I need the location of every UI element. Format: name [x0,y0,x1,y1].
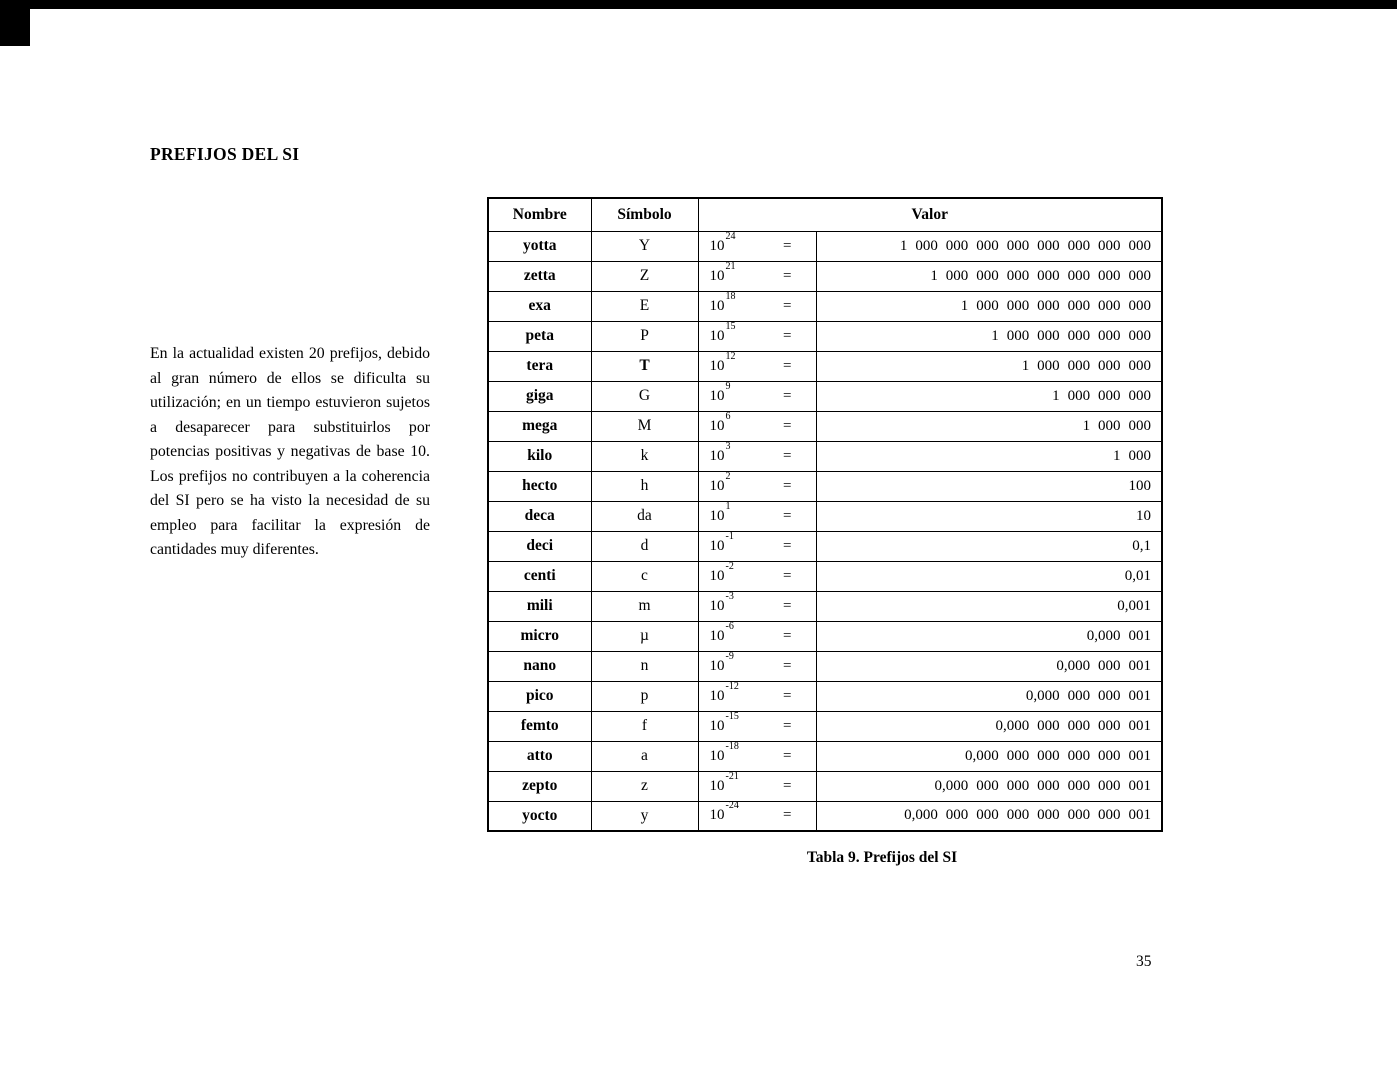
exponent: 1 [725,501,731,512]
header-valor: Valor [698,198,1162,231]
prefix-name: yotta [488,231,591,261]
prefix-symbol: p [591,681,698,711]
power-of-ten: $10^{-3}$ [709,591,734,614]
prefix-value: 0,1 [816,531,1162,561]
prefix-power-cell [698,531,816,561]
prefix-symbol: µ [591,621,698,651]
equals-sign: = [783,387,792,404]
prefix-name: mega [488,411,591,441]
prefix-power-cell [698,231,816,261]
prefix-power-cell [698,681,816,711]
exponent: 21 [725,261,736,272]
exponent: 6 [725,411,731,422]
power-of-ten: $10^{12}$ [709,351,736,374]
prefix-symbol: d [591,531,698,561]
power-wrapper [699,441,816,465]
prefix-name: nano [488,651,591,681]
power-of-ten: $10^6$ [709,411,731,434]
power-of-ten: $10^2$ [709,471,731,494]
page-number: 35 [1136,953,1152,970]
prefix-value: 1 000 000 [816,411,1162,441]
power-wrapper [699,261,816,285]
prefix-table-body [488,231,1162,831]
scan-artifact-left-corner [0,0,30,46]
power-of-ten: $10^1$ [709,501,731,524]
exponent: -15 [725,711,739,722]
prefix-power-cell [698,441,816,471]
power-of-ten: $10^{-6}$ [709,621,734,644]
power-wrapper [699,681,816,705]
power-of-ten: $10^{-12}$ [709,681,739,704]
power-of-ten: $10^{18}$ [709,291,736,314]
prefix-power-cell [698,591,816,621]
power-of-ten: $10^{15}$ [709,321,736,344]
prefix-symbol: k [591,441,698,471]
prefix-value: 10 [816,501,1162,531]
equals-sign: = [783,297,792,314]
prefix-symbol: da [591,501,698,531]
power-of-ten: $10^{-9}$ [709,651,734,674]
exponent: 18 [725,291,736,302]
equals-sign: = [783,447,792,464]
table-caption: Tabla 9. Prefijos del SI [806,849,958,866]
prefix-symbol: z [591,771,698,801]
equals-sign: = [783,777,792,794]
prefix-value: 0,001 [816,591,1162,621]
table-header-row [488,198,1162,231]
power-wrapper [699,591,816,615]
exponent: -3 [725,591,734,602]
power-of-ten: $10^{-24}$ [709,801,739,824]
prefix-power-cell [698,741,816,771]
prefix-name: yocto [488,801,591,831]
prefix-name: zetta [488,261,591,291]
header-simbolo: Símbolo [591,198,698,231]
power-of-ten: $10^9$ [709,381,731,404]
equals-sign: = [783,687,792,704]
power-of-ten: $10^{24}$ [709,231,736,254]
power-wrapper [699,351,816,375]
exponent: -9 [725,651,734,662]
prefix-name: kilo [488,441,591,471]
power-wrapper [699,291,816,315]
prefix-value: 0,000 000 000 000 000 001 [816,741,1162,771]
power-of-ten: $10^{-18}$ [709,741,739,764]
power-wrapper [699,531,816,555]
prefix-power-cell [698,351,816,381]
power-wrapper [699,231,816,255]
exponent: -6 [725,621,734,632]
prefix-name: hecto [488,471,591,501]
power-wrapper [699,381,816,405]
prefix-power-cell [698,651,816,681]
prefix-power-cell [698,261,816,291]
prefix-power-cell [698,381,816,411]
prefix-power-cell [698,621,816,651]
prefix-power-cell [698,291,816,321]
si-prefix-table [487,197,1163,832]
prefix-name: zepto [488,771,591,801]
power-of-ten: $10^3$ [709,441,731,464]
exponent: 2 [725,471,731,482]
prefix-value: 0,000 001 [816,621,1162,651]
prefix-symbol: h [591,471,698,501]
prefix-symbol: f [591,711,698,741]
prefix-symbol: m [591,591,698,621]
prefix-power-cell [698,561,816,591]
prefix-value: 1 000 000 000 000 000 000 000 [816,261,1162,291]
equals-sign: = [783,327,792,344]
power-wrapper [699,321,816,345]
power-of-ten: $10^{-1}$ [709,531,734,554]
power-wrapper [699,471,816,495]
intro-paragraph: En la actualidad existen 20 prefijos, debido al gran número de ellos se dificulta su utilización; en un tiempo estuvieron sujetos a desaparecer para substituirlos por potencias positivas y negativas de base 10. Los prefijos no contribuyen a la coherencia del SI pero se ha visto la necesidad de su empleo para facilitar la expresión de cantidades muy diferentes. [150,345,430,558]
power-wrapper [699,651,816,675]
prefix-name: deci [488,531,591,561]
equals-sign: = [783,807,792,824]
exponent: 24 [725,231,736,242]
prefix-symbol: T [591,351,698,381]
prefix-name: centi [488,561,591,591]
prefix-symbol: Z [591,261,698,291]
equals-sign: = [783,477,792,494]
prefix-symbol: a [591,741,698,771]
table-row-giga [488,381,1162,411]
table-row-deca [488,501,1162,531]
power-wrapper [699,771,816,795]
exponent: -1 [725,531,734,542]
table-row-zetta [488,261,1162,291]
table-row-zepto [488,771,1162,801]
equals-sign: = [783,537,792,554]
prefix-symbol: n [591,651,698,681]
prefix-symbol: M [591,411,698,441]
prefix-symbol: E [591,291,698,321]
prefix-value: 0,000 000 000 000 000 000 000 001 [816,801,1162,831]
exponent: -24 [725,801,739,812]
table-row-micro [488,621,1162,651]
equals-sign: = [783,627,792,644]
equals-sign: = [783,267,792,284]
power-of-ten: $10^{-2}$ [709,561,734,584]
prefix-symbol: y [591,801,698,831]
prefix-name: exa [488,291,591,321]
table-row-atto [488,741,1162,771]
equals-sign: = [783,237,792,254]
exponent: 12 [725,351,736,362]
equals-sign: = [783,567,792,584]
power-wrapper [699,711,816,735]
prefix-name: tera [488,351,591,381]
table-row-nano [488,651,1162,681]
prefix-name: pico [488,681,591,711]
prefix-value: 1 000 000 000 000 000 [816,321,1162,351]
power-wrapper [699,411,816,435]
table-row-yocto [488,801,1162,831]
prefix-name: micro [488,621,591,651]
power-of-ten: $10^{-21}$ [709,771,739,794]
power-of-ten: $10^{21}$ [709,261,736,284]
exponent: -2 [725,561,734,572]
scan-artifact-top-edge [0,0,1397,9]
prefix-value: 1 000 000 000 000 000 000 000 000 [816,231,1162,261]
table-row-peta [488,321,1162,351]
prefix-symbol: c [591,561,698,591]
exponent: -21 [725,771,739,782]
equals-sign: = [783,417,792,434]
table-row-femto [488,711,1162,741]
header-nombre: Nombre [488,198,591,231]
prefix-value: 1 000 [816,441,1162,471]
prefix-value: 1 000 000 000 [816,381,1162,411]
prefix-power-cell [698,501,816,531]
equals-sign: = [783,357,792,374]
table-row-deci [488,531,1162,561]
prefix-power-cell [698,711,816,741]
exponent: 15 [725,321,736,332]
prefix-name: atto [488,741,591,771]
power-wrapper [699,801,816,824]
exponent: -18 [725,741,739,752]
prefix-symbol: G [591,381,698,411]
prefix-name: deca [488,501,591,531]
table-row-mili [488,591,1162,621]
prefix-power-cell [698,771,816,801]
table-row-centi [488,561,1162,591]
prefix-value: 0,000 000 001 [816,651,1162,681]
equals-sign: = [783,507,792,524]
power-wrapper [699,561,816,585]
prefix-name: femto [488,711,591,741]
prefix-power-cell [698,411,816,441]
page-title: PREFIJOS DEL SI [150,144,300,164]
exponent: -12 [725,681,739,692]
exponent: 3 [725,441,731,452]
prefix-value: 1 000 000 000 000 [816,351,1162,381]
power-of-ten: $10^{-15}$ [709,711,739,734]
prefix-symbol: P [591,321,698,351]
table-row-yotta [488,231,1162,261]
prefix-power-cell [698,471,816,501]
table-row-mega [488,411,1162,441]
equals-sign: = [783,657,792,674]
power-wrapper [699,741,816,765]
prefix-value: 100 [816,471,1162,501]
table-row-exa [488,291,1162,321]
prefix-power-cell [698,801,816,831]
prefix-value: 0,000 000 000 000 000 000 001 [816,771,1162,801]
prefix-name: peta [488,321,591,351]
prefix-value: 0,000 000 000 001 [816,681,1162,711]
power-wrapper [699,501,816,525]
table-row-pico [488,681,1162,711]
prefix-value: 0,000 000 000 000 001 [816,711,1162,741]
table-row-tera [488,351,1162,381]
prefix-value: 1 000 000 000 000 000 000 [816,291,1162,321]
prefix-symbol: Y [591,231,698,261]
exponent: 9 [725,381,731,392]
power-wrapper [699,621,816,645]
prefix-name: mili [488,591,591,621]
table-row-kilo [488,441,1162,471]
equals-sign: = [783,717,792,734]
equals-sign: = [783,597,792,614]
prefix-value: 0,01 [816,561,1162,591]
prefix-name: giga [488,381,591,411]
table-row-hecto [488,471,1162,501]
prefix-power-cell [698,321,816,351]
equals-sign: = [783,747,792,764]
